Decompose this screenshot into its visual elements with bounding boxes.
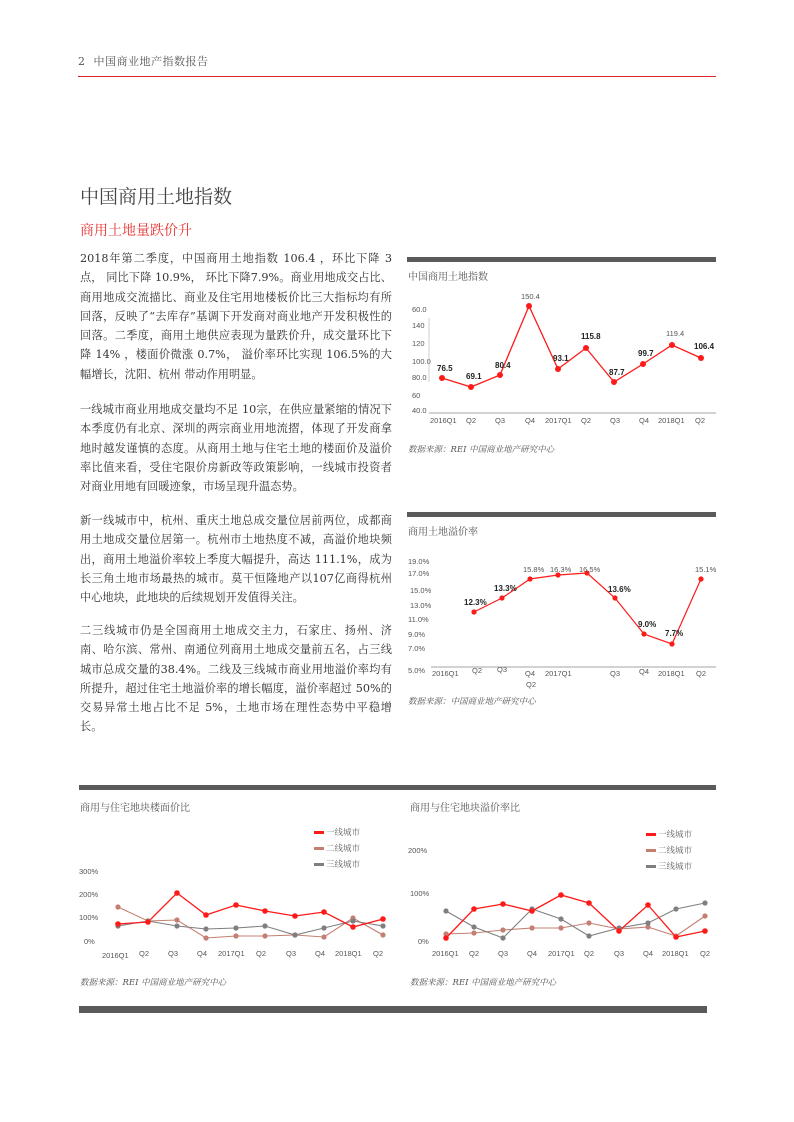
svg-text:15.1%: 15.1% <box>695 565 717 574</box>
svg-text:119.4: 119.4 <box>666 329 685 338</box>
svg-text:7.7%: 7.7% <box>665 629 684 638</box>
svg-text:2018Q1: 2018Q1 <box>662 949 689 958</box>
y-axis-ticks <box>79 867 99 946</box>
svg-text:Q4: Q4 <box>527 949 538 958</box>
svg-text:Q2: Q2 <box>472 666 483 675</box>
paragraph-2: 一线城市商业用地成交量均不足 10宗，在供应量紧缩的情况下本季度仍有北京、深圳的两宗商业用地流摺，体现了开发商拿地时越发谨慎的态度。从商用土地与住宅土地的楼面价及溢价率比值来看，受住宅限价房新政等政策影响，一线城市投资者对商业用地有回暖迹象，市场呈现升温态势。 <box>80 403 392 494</box>
svg-text:13.6%: 13.6% <box>608 585 631 594</box>
chart-premium-ratio <box>400 842 720 972</box>
page-header <box>78 53 209 69</box>
svg-text:40.0: 40.0 <box>412 406 427 415</box>
svg-text:Q3: Q3 <box>610 416 621 425</box>
x-axis-ticks <box>432 665 706 689</box>
svg-text:Q2: Q2 <box>700 949 711 958</box>
svg-text:2016Q1: 2016Q1 <box>432 669 459 678</box>
svg-text:2018Q1: 2018Q1 <box>658 416 685 425</box>
svg-text:Q2: Q2 <box>469 949 480 958</box>
report-title: 中国商业地产指数报告 <box>93 55 209 68</box>
svg-text:15.0%: 15.0% <box>410 586 432 595</box>
chart-divider <box>407 257 716 262</box>
svg-text:Q2: Q2 <box>581 416 592 425</box>
svg-text:Q4: Q4 <box>525 669 536 678</box>
svg-text:150.4: 150.4 <box>521 292 540 301</box>
svg-text:19.0%: 19.0% <box>408 557 430 566</box>
svg-text:115.8: 115.8 <box>581 332 601 341</box>
svg-text:16.3%: 16.3% <box>550 565 572 574</box>
chart-source-premium-ratio: 数据来源：REI 中国商业地产研究中心 <box>410 978 557 988</box>
svg-text:16.5%: 16.5% <box>579 565 601 574</box>
svg-text:Q4: Q4 <box>639 667 650 676</box>
svg-text:Q4: Q4 <box>639 416 650 425</box>
page-number: 2 <box>78 55 86 68</box>
chart-price-ratio <box>75 862 395 972</box>
legend-item: 二线城市 <box>300 841 360 857</box>
svg-text:69.1: 69.1 <box>466 372 482 381</box>
svg-text:5.0%: 5.0% <box>408 666 426 675</box>
svg-text:Q4: Q4 <box>643 949 654 958</box>
svg-text:0%: 0% <box>418 937 429 946</box>
svg-text:2016Q1: 2016Q1 <box>432 949 459 958</box>
svg-text:2018Q1: 2018Q1 <box>658 669 685 678</box>
section-subtitle: 商用土地量跌价升 <box>80 223 192 239</box>
legend-item: 一线城市 <box>630 827 692 843</box>
svg-text:Q2: Q2 <box>526 680 537 689</box>
legend-item: 二线城市 <box>630 843 692 859</box>
svg-text:2016Q1: 2016Q1 <box>430 416 457 425</box>
svg-text:300%: 300% <box>79 867 99 876</box>
svg-text:100%: 100% <box>410 889 430 898</box>
svg-text:60.0: 60.0 <box>412 305 427 314</box>
svg-text:Q3: Q3 <box>614 949 625 958</box>
svg-text:Q2: Q2 <box>584 949 595 958</box>
footer-divider <box>79 1006 707 1013</box>
svg-text:93.1: 93.1 <box>553 354 569 363</box>
chart-source-price-ratio: 数据来源：REI 中国商业地产研究中心 <box>80 978 227 988</box>
svg-text:2017Q1: 2017Q1 <box>548 949 575 958</box>
svg-text:76.5: 76.5 <box>437 364 453 373</box>
svg-text:200%: 200% <box>408 846 428 855</box>
chart-title-price-ratio: 商用与住宅地块楼面价比 <box>80 803 190 814</box>
x-axis-ticks <box>430 416 705 425</box>
svg-text:Q2: Q2 <box>256 949 267 958</box>
svg-text:Q3: Q3 <box>497 665 508 674</box>
svg-text:Q4: Q4 <box>315 949 326 958</box>
svg-text:12.3%: 12.3% <box>464 598 487 607</box>
chart-title-index: 中国商用土地指数 <box>408 272 488 283</box>
svg-text:60: 60 <box>412 391 421 400</box>
svg-text:87.7: 87.7 <box>609 368 625 377</box>
y-axis-ticks <box>412 305 431 415</box>
svg-text:Q2: Q2 <box>696 669 707 678</box>
svg-text:Q2: Q2 <box>373 949 384 958</box>
paragraph-3: 新一线城市中，杭州、重庆土地总成交量位居前两位，成都商用土地成交量位居第一。杭州市土地热度不减，高溢价地块频出，商用土地溢价率较上季度大幅提升，高达 111.1%，成为长三角土地市场最热的城市。莫干恒隆地产以107亿商得杭州中心地块，此地块的后续规划开发值得关注。 <box>80 514 392 605</box>
svg-text:9.0%: 9.0% <box>638 620 657 629</box>
chart-source-premium: 数据来源：中国商业地产研究中心 <box>408 697 536 707</box>
svg-text:80.0: 80.0 <box>412 373 427 382</box>
svg-text:140: 140 <box>412 321 425 330</box>
chart-source-index: 数据来源：REI 中国商业地产研究中心 <box>408 445 555 455</box>
svg-text:13.0%: 13.0% <box>410 601 432 610</box>
svg-text:2016Q1: 2016Q1 <box>102 951 129 960</box>
svg-text:Q3: Q3 <box>286 949 297 958</box>
chart-title-premium: 商用土地溢价率 <box>408 527 478 538</box>
y-axis-ticks <box>408 846 430 946</box>
legend-item: 三线城市 <box>300 857 360 873</box>
header-divider <box>78 76 716 77</box>
svg-text:200%: 200% <box>79 890 99 899</box>
svg-text:Q2: Q2 <box>466 416 477 425</box>
svg-text:100.0: 100.0 <box>412 357 431 366</box>
y-axis-ticks <box>408 557 432 675</box>
svg-text:0%: 0% <box>84 937 95 946</box>
svg-text:Q3: Q3 <box>168 949 179 958</box>
chart-divider <box>79 785 716 790</box>
svg-text:120: 120 <box>412 339 425 348</box>
svg-text:15.8%: 15.8% <box>523 565 545 574</box>
x-axis-ticks <box>432 949 710 958</box>
section-title: 中国商用土地指数 <box>80 186 233 208</box>
chart-divider <box>407 512 716 517</box>
svg-text:Q2: Q2 <box>139 949 150 958</box>
svg-text:2017Q1: 2017Q1 <box>545 416 572 425</box>
svg-text:100%: 100% <box>79 913 99 922</box>
svg-text:Q3: Q3 <box>610 669 621 678</box>
chart-title-premium-ratio: 商用与住宅地块溢价率比 <box>410 803 520 814</box>
svg-text:13.3%: 13.3% <box>494 584 517 593</box>
svg-text:Q2: Q2 <box>695 416 706 425</box>
svg-text:2017Q1: 2017Q1 <box>545 669 572 678</box>
svg-text:Q4: Q4 <box>197 949 208 958</box>
svg-text:Q3: Q3 <box>498 949 509 958</box>
data-labels <box>437 292 715 381</box>
svg-text:11.0%: 11.0% <box>408 615 429 624</box>
svg-text:Q3: Q3 <box>495 416 506 425</box>
svg-text:2017Q1: 2017Q1 <box>218 949 245 958</box>
svg-text:7.0%: 7.0% <box>408 644 426 653</box>
svg-text:99.7: 99.7 <box>638 349 654 358</box>
paragraph-1: 2018年第二季度，中国商用土地指数 106.4 ，环比下降 3点， 同比下降 10.9%， 环比下降7.9%。商业用地成交占比、商用地成交流描比、商业及住宅用地楼板价比三大指标均有所回落，反映了“去库存”基调下开发商对商业地产开发积极性的回落。二季度，商用土地供应表现为量跌价升，成交量环比下降 14% ，楼面价微涨 0.7%， 溢价率环比实现 106.5%的大幅增长，沈阳、杭州 带动作用明显。 <box>80 252 392 381</box>
legend-item: 一线城市 <box>300 825 360 841</box>
svg-text:106.4: 106.4 <box>694 342 715 351</box>
svg-text:Q4: Q4 <box>525 416 536 425</box>
legend-item: 三线城市 <box>630 859 692 875</box>
svg-text:80.4: 80.4 <box>495 361 511 370</box>
svg-text:2018Q1: 2018Q1 <box>335 949 362 958</box>
svg-text:9.0%: 9.0% <box>408 630 426 639</box>
chart-premium <box>400 552 720 689</box>
x-axis-ticks <box>102 949 383 960</box>
svg-text:17.0%: 17.0% <box>408 569 430 578</box>
chart-index <box>400 290 720 430</box>
paragraph-4: 二三线城市仍是全国商用土地成交主力，石家庄、扬州、济南、哈尔滨、常州、南通位列商用土地成交量前五名，占三线城市总成交量的38.4%。二线及三线城市商业用地溢价率均有所提升，超过住宅土地溢价率的增长幅度，溢价率超过 50%的交易异常土地占比不足 5%，土地市场在理性态势中平稳增长。 <box>80 624 392 734</box>
